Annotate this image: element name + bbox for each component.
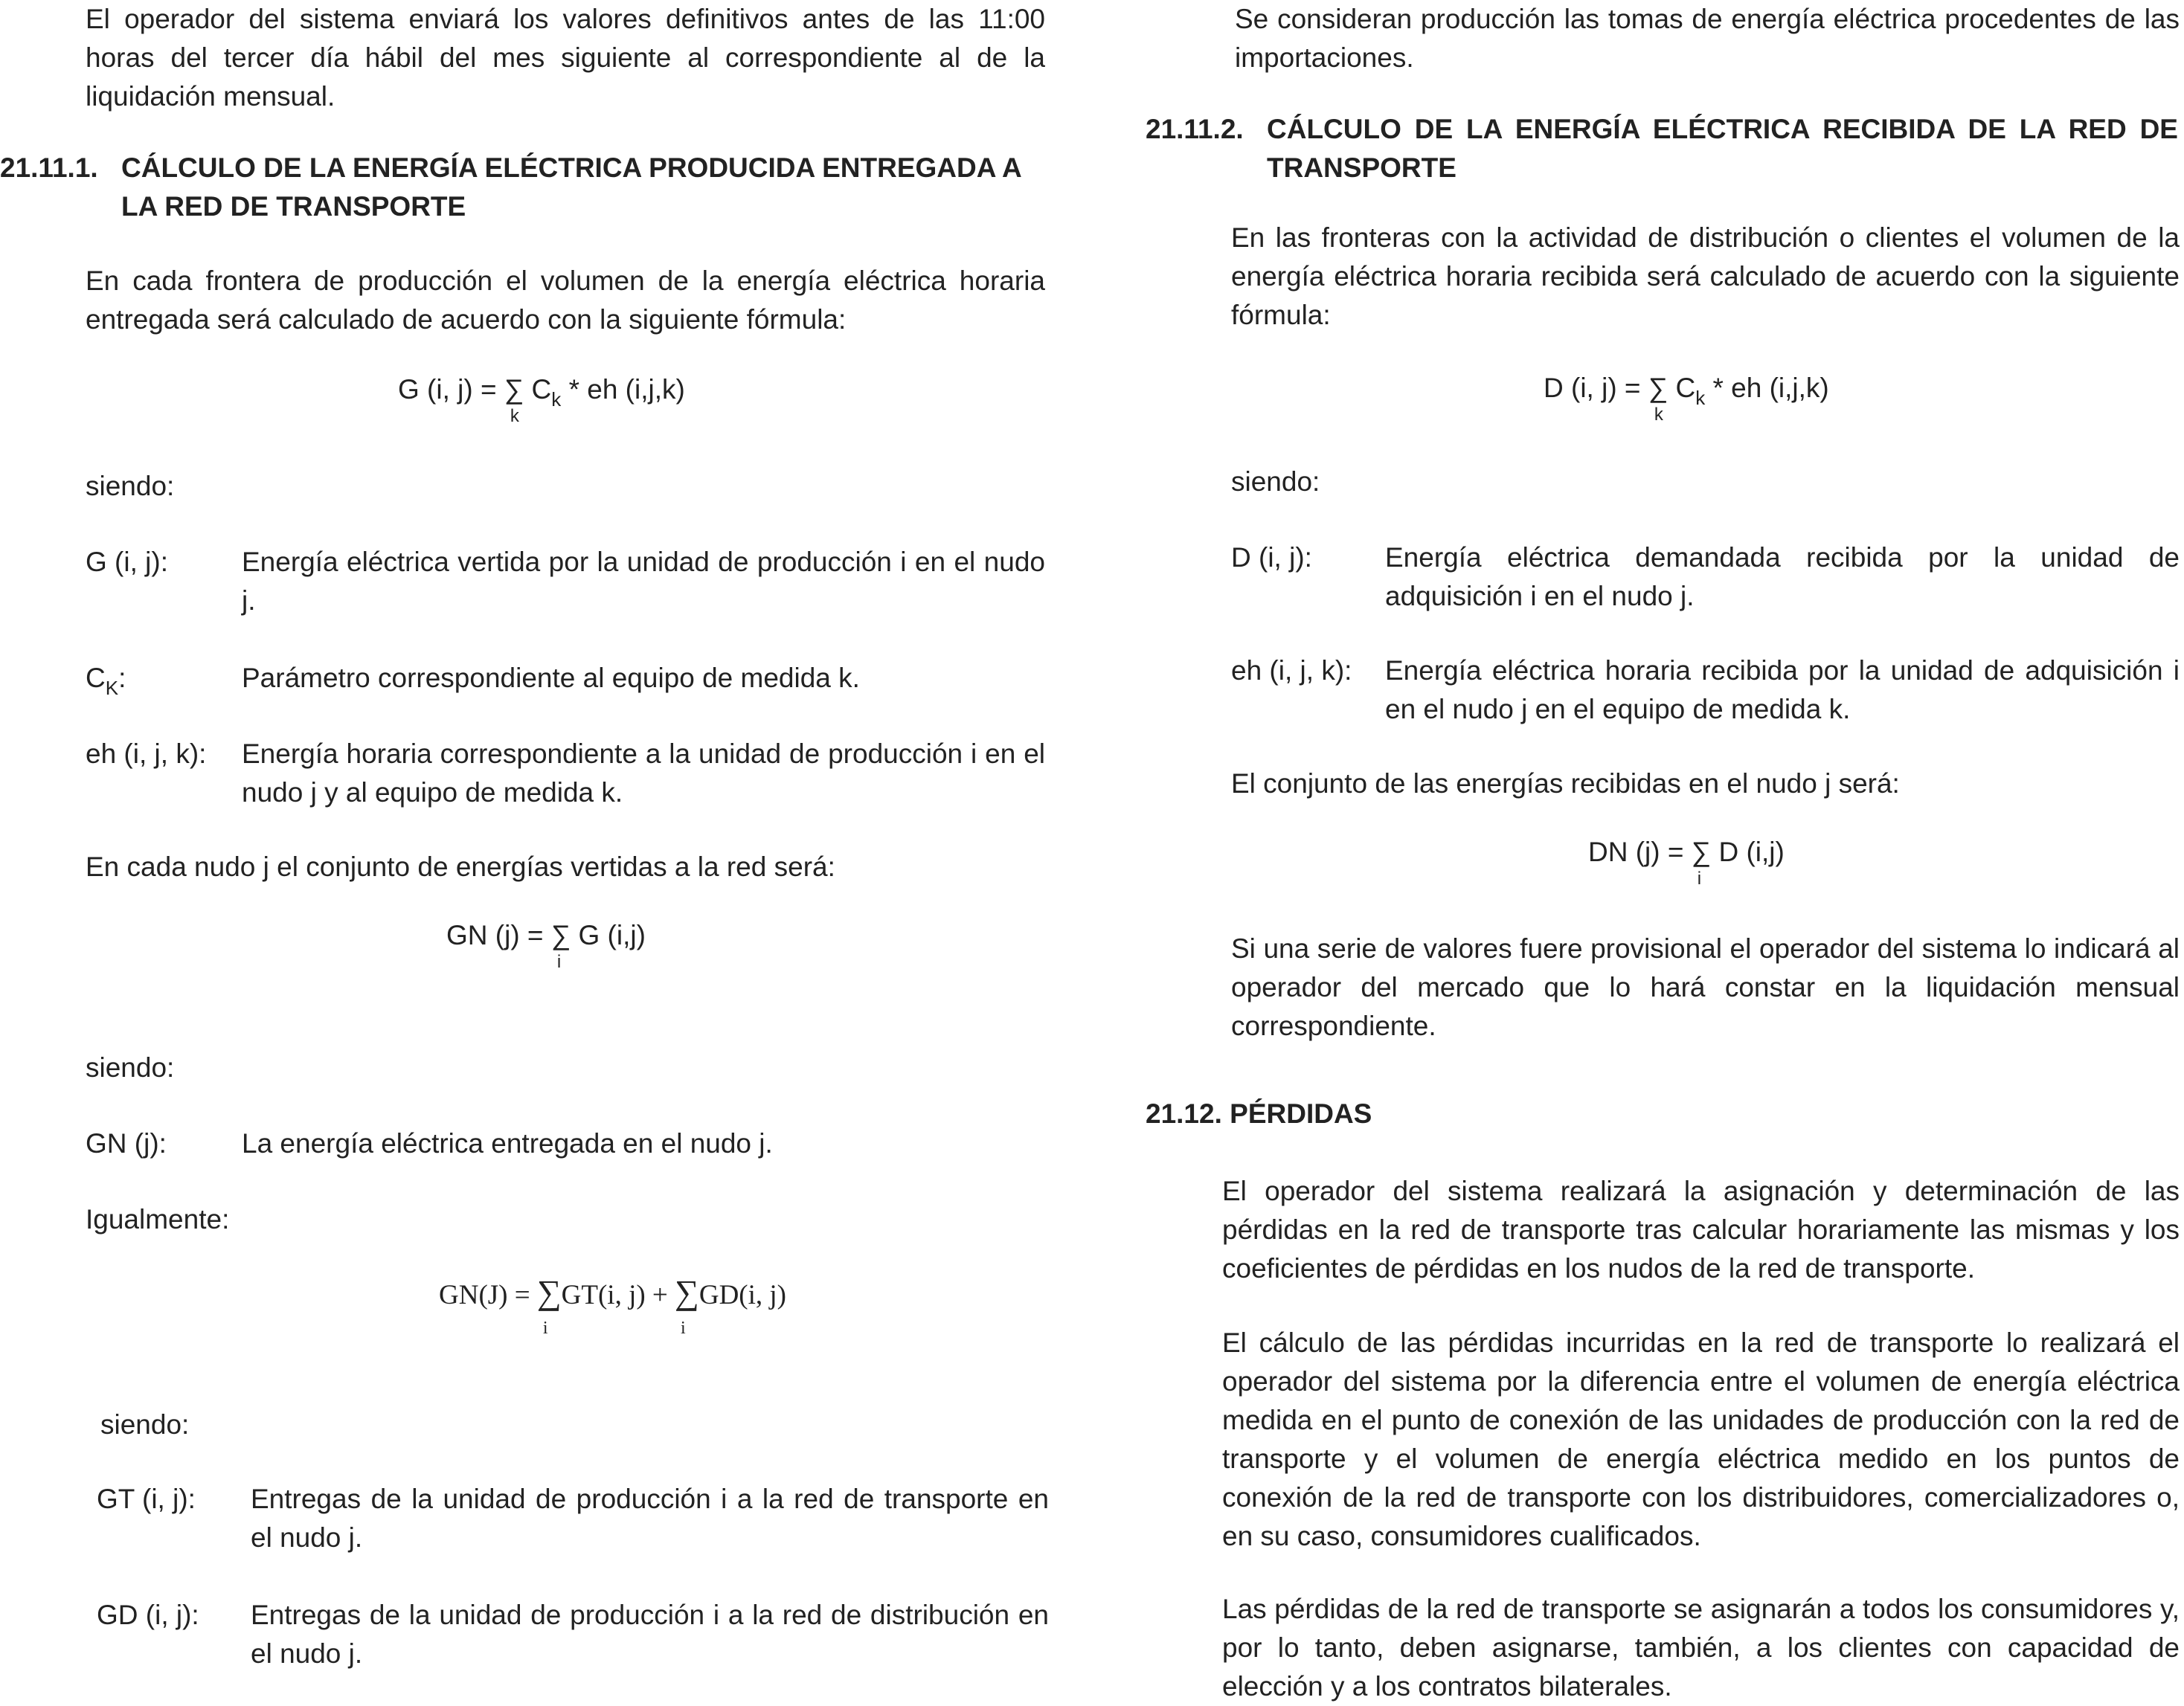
siendo-label: siendo: [86,471,175,501]
coefficient: C [1675,373,1696,403]
section-title: CÁLCULO DE LA ENERGÍA ELÉCTRICA PRODUCIDA ENTREGADA A LA RED DE TRANSPORTE [121,152,1021,222]
coefficient-subscript: k [1695,387,1706,409]
definition-term: G (i, j): [86,547,168,577]
siendo-label: siendo: [100,1409,190,1440]
intro-paragraph: Se consideran producción las tomas de energía eléctrica procedentes de las importaciones. [1235,4,2180,73]
formula-d [1544,369,1829,425]
formula-term: GD(i, j) [698,1280,786,1310]
definition-text: Energía eléctrica horaria recibida por la unidad de adquisición i en el nudo j en el equipo de medida k. [1385,655,2180,724]
section-title: CÁLCULO DE LA ENERGÍA ELÉCTRICA RECIBIDA DE LA RED DE TRANSPORTE [1267,114,2178,183]
coefficient: C [531,374,552,405]
section-title: PÉRDIDAS [1230,1098,1372,1129]
formula-lhs: D (i, j) = [1544,373,1641,403]
definition-term: eh (i, j, k): [86,738,207,769]
definition-text: Energía eléctrica vertida por la unidad de producción i en el nudo j. [242,547,1045,616]
formula-lhs: DN (j) = [1588,837,1684,867]
siendo-label: siendo: [86,1052,175,1083]
definition-text: Energía horaria correspondiente a la unidad de producción i en el nudo j y al equipo de medida k. [242,738,1045,808]
formula-term: GT(i, j) + [561,1280,668,1310]
section-number: 21.11.2. [1146,114,1244,144]
nodal-sum-paragraph: El conjunto de las energías recibidas en el nudo j será: [1231,768,1900,799]
sigma-symbol: ∑ i [675,1273,699,1338]
section-number: 21.11.1. [0,152,98,183]
formula-gn [446,916,646,972]
sigma-symbol: ∑ i [536,1273,562,1338]
formula-lhs: G (i, j) = [398,374,497,405]
nodal-sum-paragraph: En cada nudo j el conjunto de energías vertidas a la red será: [86,852,835,882]
definition-text: Energía eléctrica demandada recibida por la unidad de adquisición i en el nudo j. [1385,542,2180,611]
intro-paragraph: El operador del sistema enviará los valores definitivos antes de las 11:00 horas del tercer día hábil del mes siguiente al correspondiente al de la liquidación mensual. [86,4,1045,112]
section-number: 21.12. [1146,1098,1222,1129]
definition-term: GT (i, j): [97,1484,196,1514]
formula-dn [1588,833,1785,889]
provisional-paragraph: Si una serie de valores fuere provisional el operador del sistema lo indicará al operador del mercado que lo hará constar en la liquidación mensual correspondiente. [1231,933,2180,1041]
formula-rhs: * eh (i,j,k) [1712,373,1829,403]
formula-intro-paragraph: En las fronteras con la actividad de distribución o clientes el volumen de la energía eléctrica horaria recibida será calculado de acuerdo con la siguiente fórmula: [1231,222,2180,330]
formula-rhs: G (i,j) [578,920,646,950]
formula-lhs: GN (j) = [446,920,544,950]
definition-term: $C_K$: [86,663,126,699]
formula-intro-paragraph: En cada frontera de producción el volumen de la energía eléctrica horaria entregada será calculado de acuerdo con la siguiente fórmula: [86,265,1045,335]
definition-term: GD (i, j): [97,1600,199,1630]
section-heading-21-12 [1146,1095,1372,1133]
losses-assignment-paragraph: Las pérdidas de la red de transporte se asignarán a todos los consumidores y, por lo tanto, deben asignarse, también, a los clientes con capacidad de elección y a los contratos bilaterales. [1222,1594,2180,1702]
definition-term: eh (i, j, k): [1231,655,1352,686]
formula-rhs: * eh (i,j,k) [568,374,685,405]
siendo-label: siendo: [1231,466,1320,497]
definition-text: Entregas de la unidad de producción i a la red de distribución en el nudo j. [251,1600,1049,1669]
igualmente-label: Igualmente: [86,1204,230,1235]
definition-text: Entregas de la unidad de producción i a la red de transporte en el nudo j. [251,1484,1049,1553]
formula-gn-total [439,1273,786,1338]
sigma-symbol: ∑ k [1648,373,1668,425]
sigma-symbol: ∑ i [550,920,571,972]
sigma-symbol: ∑ i [1691,837,1712,889]
formula-lhs: GN(J) = [439,1280,530,1310]
definition-text: La energía eléctrica entregada en el nudo j. [242,1128,773,1159]
sigma-symbol: ∑ k [504,374,524,426]
losses-paragraph: El operador del sistema realizará la asignación y determinación de las pérdidas en la red de transporte tras calcular horariamente las mismas y los coeficientes de pérdidas en los nudos de la red de transporte. [1222,1176,2180,1284]
coefficient-subscript: k [551,388,562,411]
definition-term: GN (j): [86,1128,167,1159]
formula-g [398,370,685,426]
definition-text: Parámetro correspondiente al equipo de medida k. [242,663,860,693]
definition-term: D (i, j): [1231,542,1312,573]
losses-calculation-paragraph: El cálculo de las pérdidas incurridas en la red de transporte lo realizará el operador del sistema por la diferencia entre el volumen de energía eléctrica medida en el punto de conexión de las unidades de producción con la red de transporte y el volumen de energía eléctrica medido en los puntos de conexión de la red de transporte con los distribuidores, comercializadores o, en su caso, consumidores cualificados. [1222,1327,2180,1551]
formula-rhs: D (i,j) [1718,837,1785,867]
